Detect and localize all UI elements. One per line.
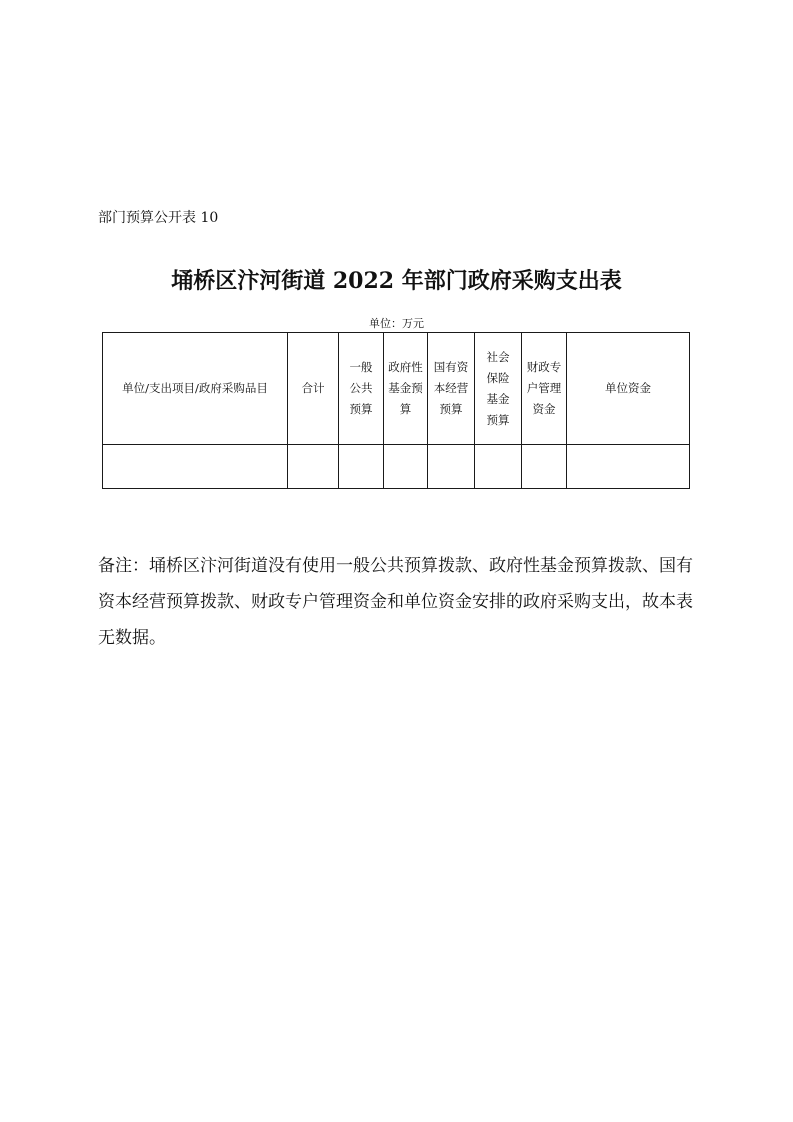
table-cell (384, 445, 428, 489)
table-cell (103, 445, 288, 489)
table-cell (428, 445, 475, 489)
column-header-total: 合计 (288, 333, 339, 445)
table-cell (339, 445, 384, 489)
procurement-table (102, 332, 690, 489)
column-header-special-account: 财政专户管理资金 (522, 333, 567, 445)
column-header-government-fund: 政府性基金预算 (384, 333, 428, 445)
page-title: 埇桥区汴河街道 2022 年部门政府采购支出表 (171, 268, 622, 294)
table-cell (522, 445, 567, 489)
unit-label: 单位：万元 (369, 317, 424, 330)
column-header-state-capital: 国有资本经营预算 (428, 333, 475, 445)
table-row (103, 445, 690, 489)
document-label: 部门预算公开表 10 (98, 210, 219, 226)
column-header-unit-funds: 单位资金 (567, 333, 690, 445)
column-header-social-insurance: 社会保险基金预算 (475, 333, 522, 445)
column-header-general-budget: 一般公共预算 (339, 333, 384, 445)
table-header-row (103, 333, 690, 445)
table-cell (567, 445, 690, 489)
column-header-item: 单位/支出项目/政府采购品目 (103, 333, 288, 445)
remark-note: 备注：埇桥区汴河街道没有使用一般公共预算拨款、政府性基金预算拨款、国有资本经营预算拨款、财政专户管理资金和单位资金安排的政府采购支出，故本表无数据。 (98, 556, 693, 648)
table-cell (475, 445, 522, 489)
table-cell (288, 445, 339, 489)
